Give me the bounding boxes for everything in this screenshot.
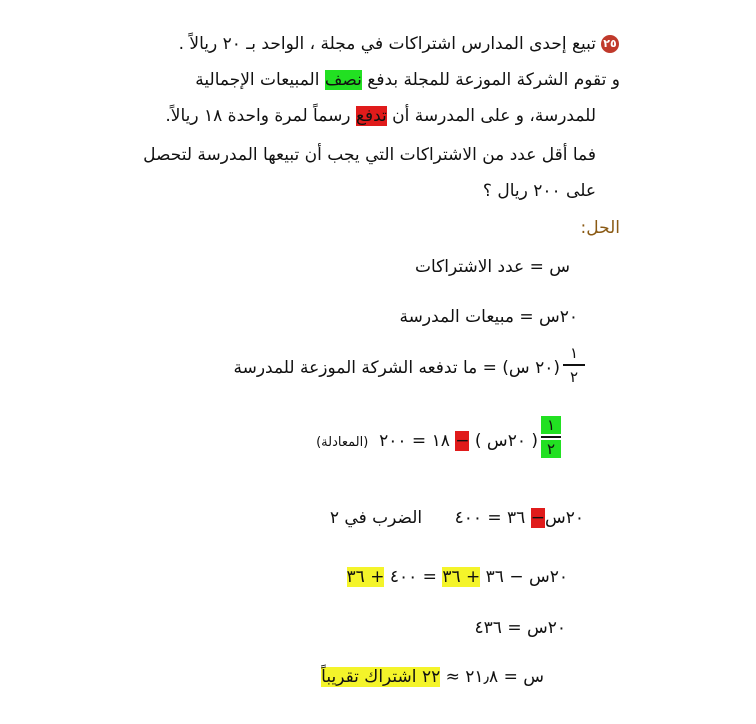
step-5-note: الضرب في ٢ (329, 508, 423, 528)
step-4-numerator: ١ (541, 416, 561, 434)
solution-label: الحل: (580, 218, 620, 238)
problem-line-2-post: المبيعات الإجمالية (195, 70, 325, 90)
step-4 (316, 430, 538, 454)
step-5-part-b: ٣٦ = ٤٠٠ (454, 508, 526, 528)
problem-line-2 (195, 69, 620, 91)
step-3-fraction (563, 344, 585, 386)
problem-line-5: على ٢٠٠ ريال ؟ (482, 181, 596, 201)
step-6 (347, 566, 568, 588)
step-4-minus: − (455, 431, 470, 451)
problem-line-4: فما أقل عدد من الاشتراكات التي يجب أن تبيعها المدرسة لتحصل (143, 145, 596, 165)
step-4-denominator: ٢ (541, 440, 561, 458)
equation-tag: (المعادلة) (316, 435, 369, 450)
step-2: ٢٠س = مبيعات المدرسة (399, 307, 578, 327)
highlight-half: نصف (324, 70, 362, 90)
step-7: ٢٠س = ٤٣٦ (474, 618, 566, 638)
step-5 (330, 507, 584, 529)
step-6-equals: = ٤٠٠ (389, 567, 437, 587)
step-8 (321, 666, 544, 688)
step-8-part-a: س = ٢١٫٨ ≈ (445, 667, 544, 687)
problem-number-badge: ٢٥ (601, 35, 619, 53)
step-6-highlight-1: + ٣٦ (442, 567, 481, 587)
step-6-part-a: ٢٠س − ٣٦ (485, 567, 568, 587)
step-3-numerator: ١ (569, 344, 579, 362)
step-4-part-b: ١٨ = ٢٠٠ (379, 431, 450, 451)
step-5-minus: − (530, 508, 545, 528)
highlight-pay: تدفع (355, 106, 387, 126)
problem-line-1: تبيع إحدى المدارس اشتراكات في مجلة ، الواحد بـ ٢٠ ريالاً . (178, 34, 596, 54)
step-4-part-a: ( ٢٠س ) (474, 431, 538, 451)
step-5-part-a: ٢٠س (544, 508, 584, 528)
step-8-answer: ٢٢ اشتراك تقريباً (321, 667, 441, 687)
fraction-bar (563, 364, 585, 366)
problem-line-3-post: رسماً لمرة واحدة ١٨ ريالاً. (165, 106, 356, 126)
step-1: س = عدد الاشتراكات (414, 257, 570, 277)
step-6-highlight-2: + ٣٦ (346, 567, 385, 587)
step-4-fraction (541, 416, 561, 458)
problem-line-2-pre: و تقوم الشركة الموزعة للمجلة بدفع (361, 70, 620, 90)
problem-line-3-pre: للمدرسة، و على المدرسة أن (386, 106, 596, 126)
step-3-denominator: ٢ (569, 367, 579, 386)
fraction-bar (541, 436, 561, 438)
step-3: (٢٠ س) = ما تدفعه الشركة الموزعة للمدرسة (233, 358, 560, 378)
problem-line-3 (165, 105, 596, 127)
